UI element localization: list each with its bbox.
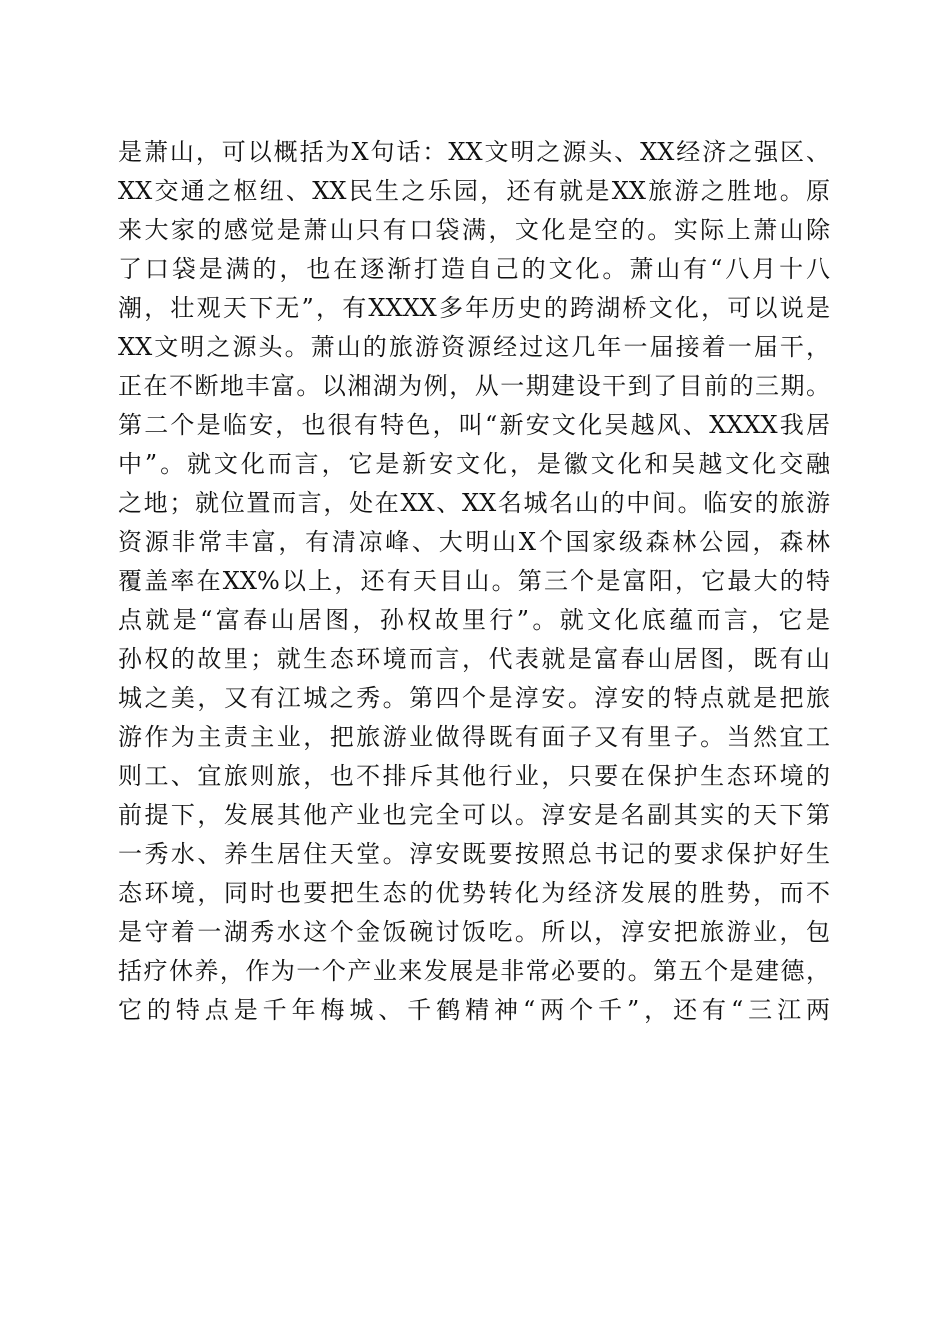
text-line: 孙权的故里；就生态环境而言，代表就是富春山居图，既有山 (118, 645, 830, 673)
text-line: 来大家的感觉是萧山只有口袋满，文化是空的。实际上萧山除 (118, 216, 830, 244)
body-text (118, 133, 830, 1030)
text-line: 潮，壮观天下无”，有XXXX多年历史的跨湖桥文化，可以说是 (118, 294, 830, 322)
text-line: 点就是“富春山居图，孙权故里行”。就文化底蕴而言，它是 (118, 606, 830, 634)
text-line: 是萧山，可以概括为X句话：XX文明之源头、XX经济之强区、 (118, 138, 830, 166)
text-line: 正在不断地丰富。以湘湖为例，从一期建设干到了目前的三期。 (118, 372, 830, 400)
text-line: 态环境，同时也要把生态的优势转化为经济发展的胜势，而不 (118, 879, 830, 907)
text-line: 第二个是临安，也很有特色，叫“新安文化吴越风、XXXX我居 (118, 411, 830, 439)
text-line: 括疗休养，作为一个产业来发展是非常必要的。第五个是建德， (118, 957, 830, 985)
text-line: 中”。就文化而言，它是新安文化，是徽文化和吴越文化交融 (118, 450, 830, 478)
text-line: 则工、宜旅则旅，也不排斥其他行业，只要在保护生态环境的 (118, 762, 830, 790)
text-line: 城之美，又有江城之秀。第四个是淳安。淳安的特点就是把旅 (118, 684, 830, 712)
text-line: XX交通之枢纽、XX民生之乐园，还有就是XX旅游之胜地。原 (118, 177, 830, 205)
text-line: 它的特点是千年梅城、千鹤精神“两个千”，还有“三江两 (118, 996, 830, 1024)
text-line: 前提下，发展其他产业也完全可以。淳安是名副其实的天下第 (118, 801, 830, 829)
text-line: 资源非常丰富，有清凉峰、大明山X个国家级森林公园，森林 (118, 528, 830, 556)
text-line: 游作为主责主业，把旅游业做得既有面子又有里子。当然宜工 (118, 723, 830, 751)
text-line: 一秀水、养生居住天堂。淳安既要按照总书记的要求保护好生 (118, 840, 830, 868)
text-line: XX文明之源头。萧山的旅游资源经过这几年一届接着一届干， (118, 333, 830, 361)
text-line: 覆盖率在XX%以上，还有天目山。第三个是富阳，它最大的特 (118, 567, 830, 595)
text-line: 了口袋是满的，也在逐渐打造自己的文化。萧山有“八月十八 (118, 255, 830, 283)
text-line: 是守着一湖秀水这个金饭碗讨饭吃。所以，淳安把旅游业，包 (118, 918, 830, 946)
text-line: 之地；就位置而言，处在XX、XX名城名山的中间。临安的旅游 (118, 489, 830, 517)
